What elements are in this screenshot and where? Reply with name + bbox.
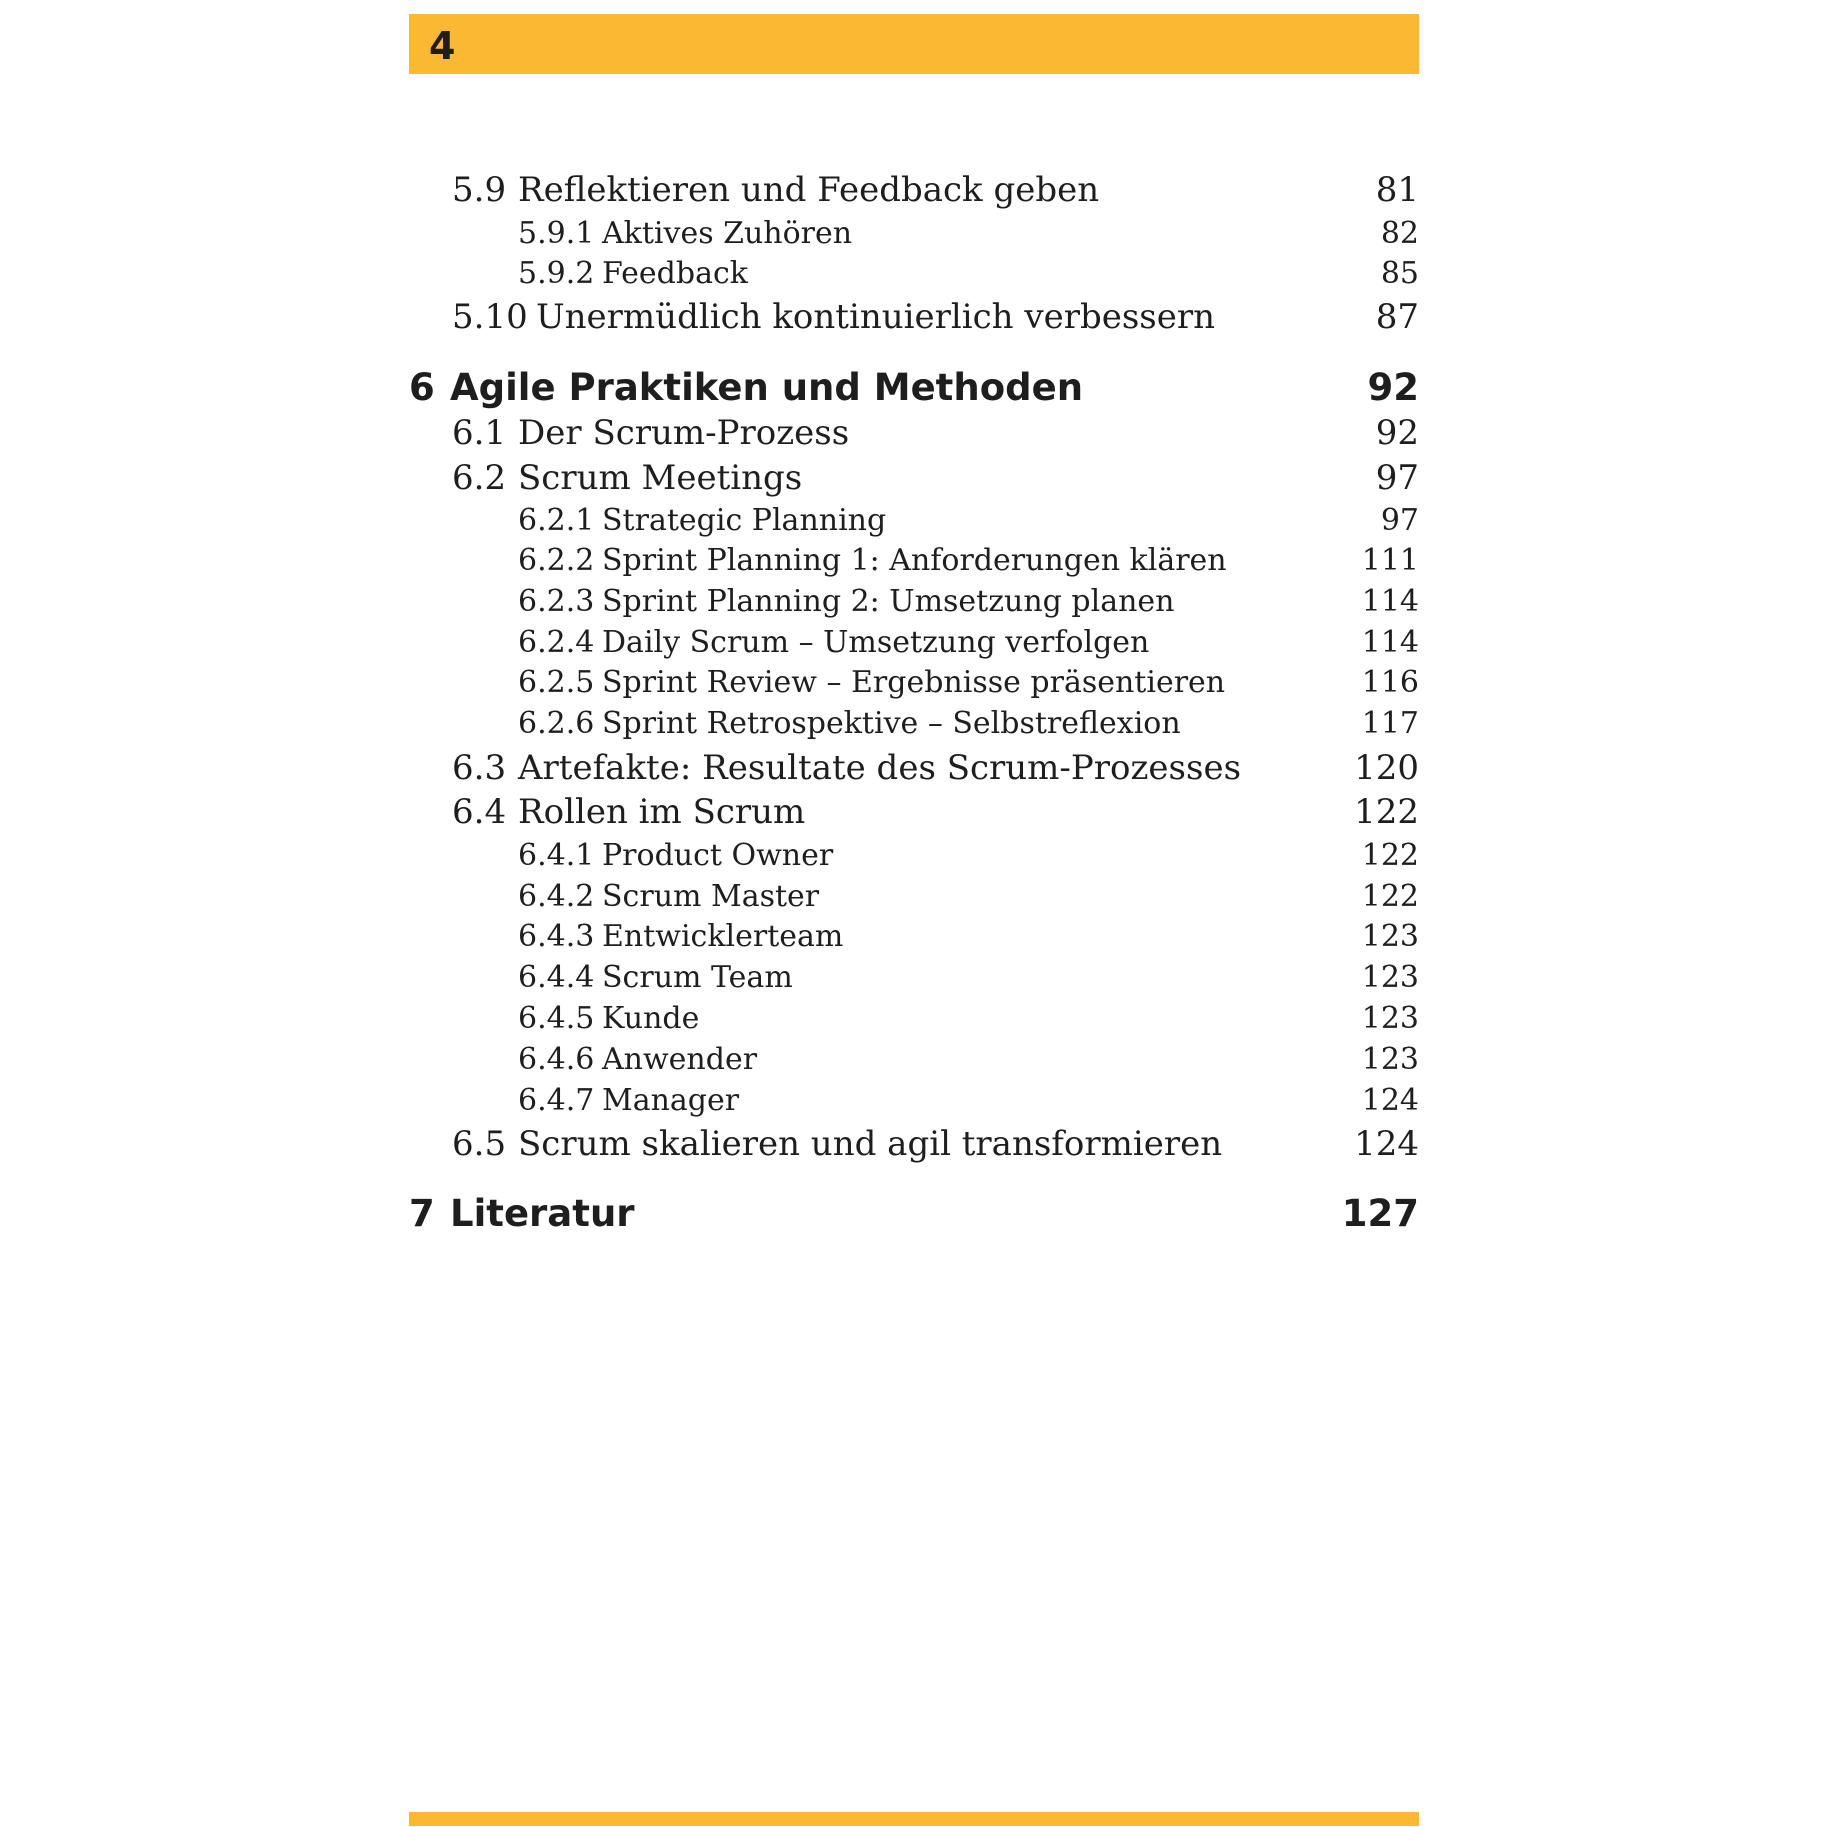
toc-entry-title: Product Owner: [602, 838, 834, 873]
toc-entry-title: Scrum Master: [602, 879, 820, 914]
toc-entry-title: Scrum skalieren und agil transformieren: [518, 1124, 1223, 1164]
toc-entry-title: Unermüdlich kontinuierlich verbessern: [536, 297, 1216, 337]
toc-entry[interactable]: [409, 256, 1419, 291]
toc-entry[interactable]: [409, 1001, 1419, 1036]
toc-entry[interactable]: [409, 919, 1419, 954]
toc-entry-number: 6.2.1: [518, 503, 595, 538]
toc-entry[interactable]: [409, 706, 1419, 741]
toc-entry-number: 6.2.4: [518, 625, 595, 660]
toc-entry-title: Sprint Planning 2: Umsetzung planen: [602, 584, 1175, 619]
toc-entry[interactable]: [409, 1124, 1419, 1164]
toc-entry-number: 6.4.4: [518, 960, 595, 995]
toc-entry[interactable]: [409, 297, 1419, 337]
toc-entry-page: 92: [1367, 366, 1419, 409]
toc-entry[interactable]: [409, 170, 1419, 210]
toc-entry-title: Anwender: [602, 1042, 758, 1077]
toc-entry-page: 123: [1361, 1042, 1419, 1077]
toc-entry[interactable]: [409, 543, 1419, 578]
toc-entry-page: 85: [1380, 256, 1419, 291]
toc-entry-page: 122: [1361, 838, 1419, 873]
toc-entry[interactable]: [409, 625, 1419, 660]
footer-bar: [409, 1812, 1419, 1826]
toc-entry-page: 81: [1375, 170, 1419, 210]
toc-entry-number: 6.4: [452, 792, 507, 832]
toc-entry-number: 6.1: [452, 413, 507, 453]
toc-entry-number: 6.4.6: [518, 1042, 595, 1077]
page-number: 4: [429, 24, 456, 68]
toc-entry-page: 122: [1361, 879, 1419, 914]
toc-entry-page: 123: [1361, 960, 1419, 995]
toc-entry-page: 124: [1361, 1083, 1419, 1118]
toc-entry-page: 123: [1361, 919, 1419, 954]
toc-entry-title: Daily Scrum – Umsetzung verfolgen: [602, 625, 1150, 660]
toc-entry-title: Scrum Team: [602, 960, 793, 995]
toc-entry[interactable]: [409, 748, 1419, 788]
toc-entry-title: Manager: [602, 1083, 740, 1118]
toc-entry-page: 114: [1361, 584, 1419, 619]
toc-entry[interactable]: [409, 879, 1419, 914]
toc-entry-number: 5.9: [452, 170, 507, 210]
toc-entry-title: Strategic Planning: [602, 503, 887, 538]
toc-chapter[interactable]: [409, 1192, 1419, 1235]
toc-entry-number: 6.5: [452, 1124, 507, 1164]
toc-entry[interactable]: [409, 584, 1419, 619]
toc-entry-number: 6.4.7: [518, 1083, 595, 1118]
toc-entry-number: 6.4.5: [518, 1001, 595, 1036]
toc-entry[interactable]: [409, 792, 1419, 832]
toc-entry-page: 82: [1380, 216, 1419, 251]
toc-entry-title: Agile Praktiken und Methoden: [450, 366, 1084, 409]
toc-entry-title: Sprint Planning 1: Anforderungen klären: [602, 543, 1227, 578]
toc-entry-number: 6.4.1: [518, 838, 595, 873]
toc-entry-page: 97: [1375, 458, 1419, 498]
toc-entry-title: Kunde: [602, 1001, 700, 1036]
toc-chapter[interactable]: [409, 366, 1419, 409]
toc-entry-number: 6.2.3: [518, 584, 595, 619]
toc-entry[interactable]: [409, 503, 1419, 538]
toc-entry[interactable]: [409, 1042, 1419, 1077]
toc-entry-title: Scrum Meetings: [518, 458, 803, 498]
toc-entry-page: 114: [1361, 625, 1419, 660]
toc-entry-title: Feedback: [602, 256, 748, 291]
toc-entry-title: Sprint Review – Ergebnisse präsentieren: [602, 665, 1226, 700]
toc-entry-number: 6.4.3: [518, 919, 595, 954]
toc-entry-title: Artefakte: Resultate des Scrum-Prozesses: [518, 748, 1242, 788]
toc-entry-page: 111: [1361, 543, 1419, 578]
toc-entry-number: 6.2.6: [518, 706, 595, 741]
toc-entry-page: 120: [1354, 748, 1419, 788]
toc-entry-page: 117: [1361, 706, 1419, 741]
toc-entry-number: 6.2: [452, 458, 507, 498]
toc-entry-title: Reflektieren und Feedback geben: [518, 170, 1100, 210]
toc-entry[interactable]: [409, 665, 1419, 700]
toc-entry-page: 97: [1380, 503, 1419, 538]
toc-entry-title: Der Scrum-Prozess: [518, 413, 850, 453]
toc-entry-number: 5.9.1: [518, 216, 595, 251]
toc-entry[interactable]: [409, 838, 1419, 873]
toc-entry-page: 122: [1354, 792, 1419, 832]
toc-entry-title: Entwicklerteam: [602, 919, 844, 954]
toc-entry-page: 124: [1354, 1124, 1419, 1164]
toc-entry-number: 6.3: [452, 748, 507, 788]
toc-entry-number: 7: [409, 1192, 435, 1235]
toc-entry-number: 6.4.2: [518, 879, 595, 914]
toc-entry-page: 127: [1341, 1192, 1419, 1235]
toc-entry-number: 5.10: [452, 297, 528, 337]
toc-entry-title: Sprint Retrospektive – Selbstreflexion: [602, 706, 1181, 741]
toc-entry-number: 6.2.2: [518, 543, 595, 578]
toc-entry[interactable]: [409, 216, 1419, 251]
toc-entry-title: Aktives Zuhören: [602, 216, 853, 251]
toc-entry-number: 5.9.2: [518, 256, 595, 291]
toc-entry[interactable]: [409, 458, 1419, 498]
toc-entry-page: 116: [1361, 665, 1419, 700]
toc-entry[interactable]: [409, 413, 1419, 453]
toc-entry[interactable]: [409, 960, 1419, 995]
toc-entry-title: Literatur: [450, 1192, 635, 1235]
toc-entry[interactable]: [409, 1083, 1419, 1118]
toc-entry-page: 92: [1375, 413, 1419, 453]
toc-entry-number: 6: [409, 366, 435, 409]
toc-entry-title: Rollen im Scrum: [518, 792, 806, 832]
toc-entry-number: 6.2.5: [518, 665, 595, 700]
toc-entry-page: 87: [1375, 297, 1419, 337]
toc-entry-page: 123: [1361, 1001, 1419, 1036]
